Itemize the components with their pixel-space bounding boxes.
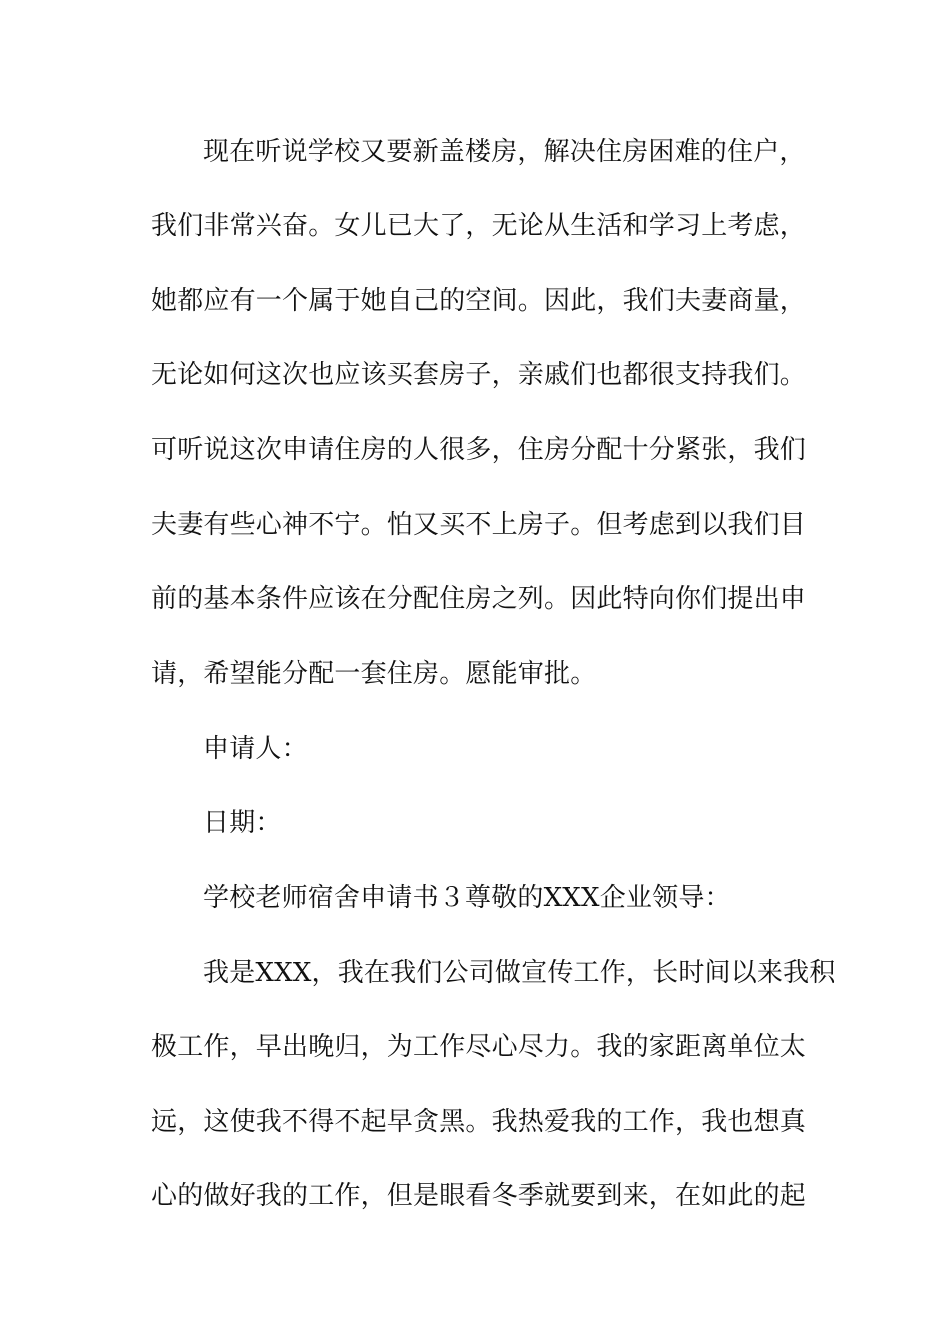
paragraph-line: 我们非常兴奋。女儿已大了，无论从生活和学习上考虑， [151,211,807,241]
applicant-label: 申请人： [203,734,308,764]
paragraph-line: 夫妻有些心神不宁。怕又买不上房子。但考虑到以我们目 [151,510,807,540]
paragraph-line: 前的基本条件应该在分配住房之列。因此特向你们提出申 [151,584,807,614]
paragraph-line: 我是XXX，我在我们公司做宣传工作，长时间以来我积 [203,958,836,988]
paragraph-line: 心的做好我的工作，但是眼看冬季就要到来，在如此的起 [151,1181,807,1211]
paragraph-line: 无论如何这次也应该买套房子，亲戚们也都很支持我们。 [151,360,807,390]
paragraph-line: 可听说这次申请住房的人很多，住房分配十分紧张，我们 [151,435,807,465]
paragraph-line: 远，这使我不得不起早贪黑。我热爱我的工作，我也想真 [151,1107,807,1137]
paragraph-line: 请，希望能分配一套住房。愿能审批。 [151,659,597,689]
paragraph-line: 她都应有一个属于她自己的空间。因此，我们夫妻商量， [151,286,807,316]
date-label: 日期： [203,808,282,838]
section-heading: 学校老师宿舍申请书３尊敬的XXX企业领导： [203,883,731,913]
paragraph-line: 现在听说学校又要新盖楼房，解决住房困难的住户， [203,137,806,167]
paragraph-line: 极工作，早出晚归，为工作尽心尽力。我的家距离单位太 [151,1032,807,1062]
